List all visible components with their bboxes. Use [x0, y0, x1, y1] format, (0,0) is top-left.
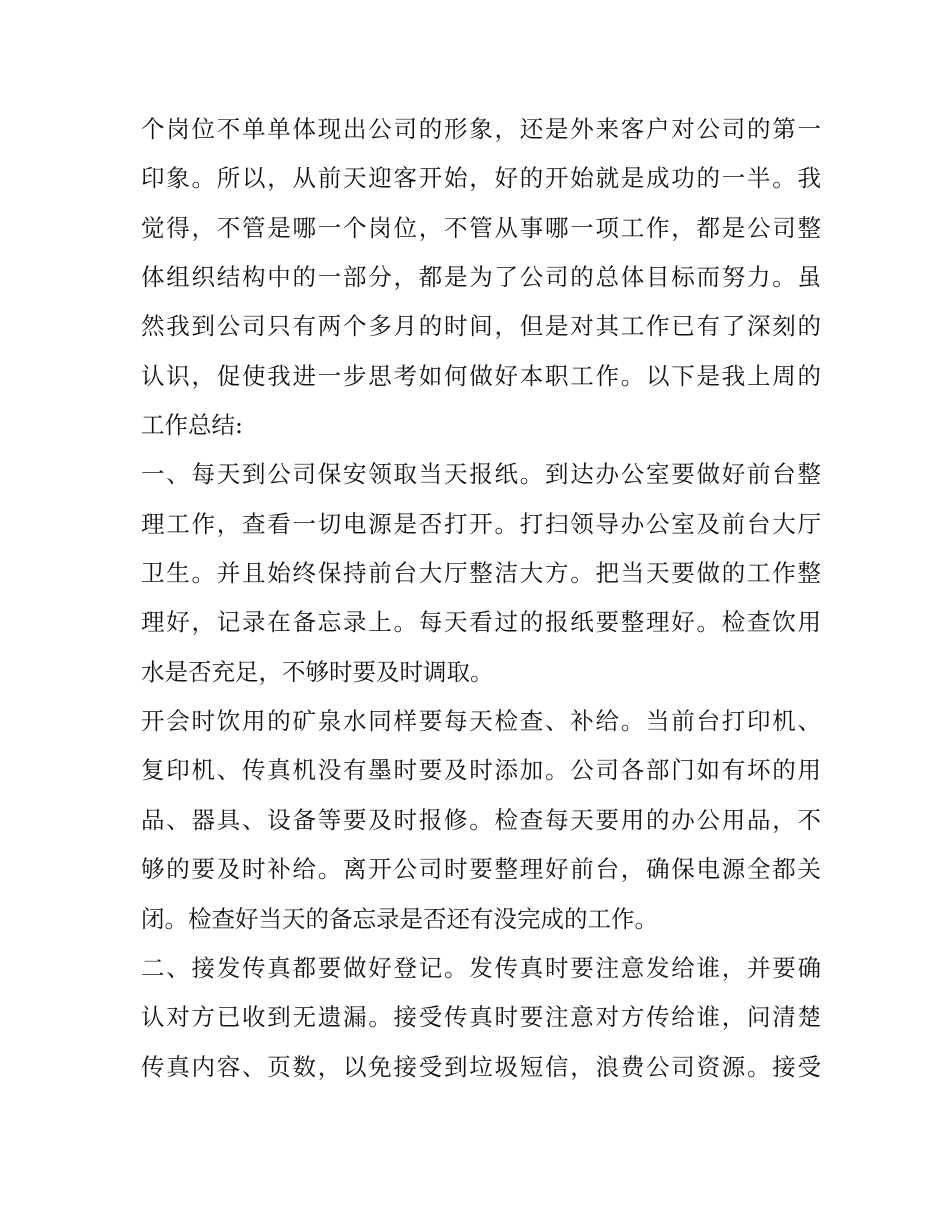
text-line: 水是否充足，不够时要及时调取。 — [141, 657, 494, 686]
text-line: 个岗位不单单体现出公司的形象，还是外来客户对公司的第一 — [141, 115, 821, 143]
text-line: 认对方已收到无遗漏。接受传真时要注意对方传给谁，问清楚 — [141, 1003, 821, 1032]
body-text — [141, 105, 821, 1092]
text-line: 认识，促使我进一步思考如何做好本职工作。以下是我上周的 — [141, 361, 821, 390]
text-line: 够的要及时补给。离开公司时要整理好前台，确保电源全都关 — [141, 855, 821, 884]
text-line: 传真内容、页数，以免接受到垃圾短信，浪费公司资源。接受 — [141, 1052, 821, 1081]
text-line: 开会时饮用的矿泉水同样要每天检查、补给。当前台打印机、 — [141, 707, 821, 736]
text-line: 体组织结构中的一部分，都是为了公司的总体目标而努力。虽 — [141, 263, 821, 292]
text-line: 复印机、传真机没有墨时要及时添加。公司各部门如有坏的用 — [141, 756, 821, 785]
text-line: 理好，记录在备忘录上。每天看过的报纸要整理好。检查饮用 — [141, 608, 821, 637]
text-line: 卫生。并且始终保持前台大厅整洁大方。把当天要做的工作整 — [141, 559, 821, 588]
text-line: 然我到公司只有两个多月的时间，但是对其工作已有了深刻的 — [141, 312, 821, 341]
text-line: 一、每天到公司保安领取当天报纸。到达办公室要做好前台整 — [141, 460, 821, 489]
text-line: 工作总结: — [141, 411, 243, 440]
text-line: 印象。所以，从前天迎客开始，好的开始就是成功的一半。我 — [141, 164, 821, 193]
text-line: 闭。检查好当天的备忘录是否还有没完成的工作。 — [141, 904, 658, 933]
text-line: 理工作，查看一切电源是否打开。打扫领导办公室及前台大厅 — [141, 509, 821, 538]
text-line: 二、接发传真都要做好登记。发传真时要注意发给谁，并要确 — [141, 953, 821, 982]
text-line: 品、器具、设备等要及时报修。检查每天要用的办公用品，不 — [141, 805, 821, 834]
text-line: 觉得，不管是哪一个岗位，不管从事哪一项工作，都是公司整 — [141, 213, 821, 242]
